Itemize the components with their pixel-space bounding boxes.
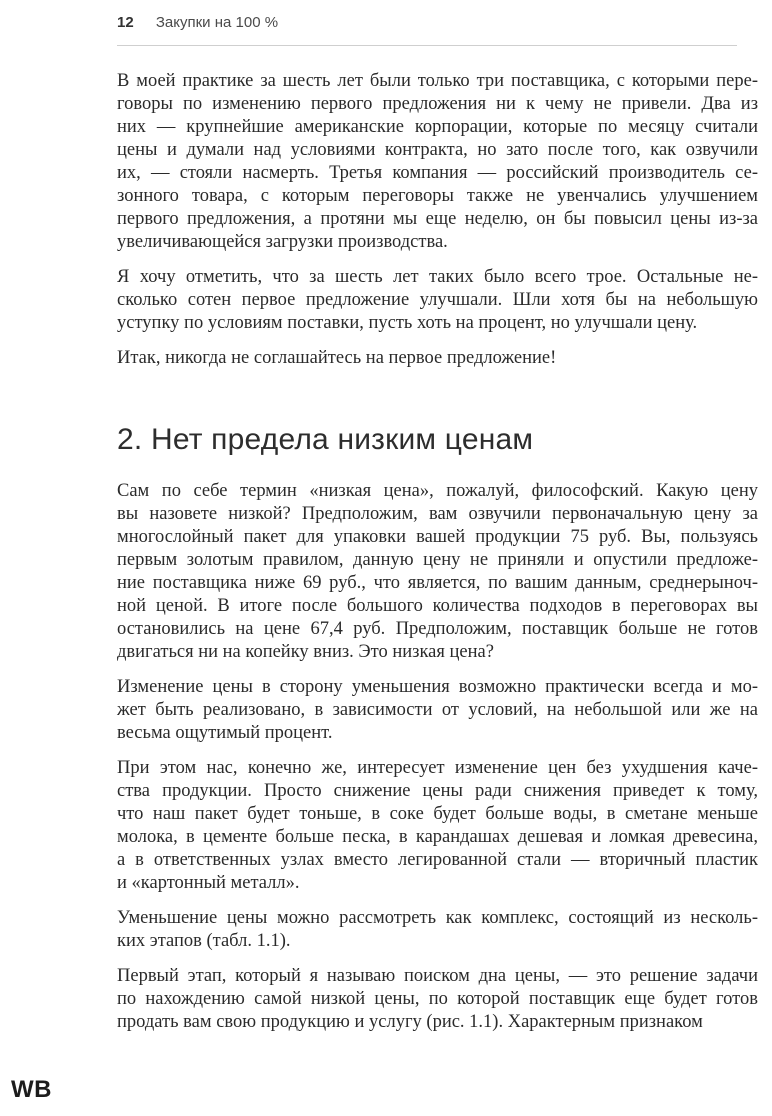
paragraph: [117, 480, 758, 664]
text-line: Сам по себе термин «низкая цена», пожалуй, философский. Какую цену: [117, 481, 758, 501]
page-top-edge: [0, 0, 772, 6]
paragraph: [117, 965, 758, 1034]
text-line: продать вам свою продукцию и услугу (рис. 1.1). Характерным признаком: [117, 1012, 703, 1032]
paragraphs-after-section: [117, 480, 758, 1034]
text-line: многослойный пакет для упаковки вашей продукции 75 руб. Вы, пользуясь: [117, 527, 758, 547]
running-title: Закупки на 100 %: [155, 14, 279, 31]
paragraph: [117, 266, 758, 335]
text-line: первым золотым правилом, данную цену не приняли и опустили предложе-: [117, 550, 758, 570]
running-header: [117, 14, 278, 31]
text-line: молока, в цементе больше песка, в карандашах дешевая и ломкая древесина,: [117, 827, 758, 847]
text-line: зонного товара, с которым переговоры также не увенчались улучшением: [117, 186, 758, 206]
text-line: что наш пакет будет тоньше, в соке будет больше воды, в сметане меньше: [117, 804, 758, 824]
paragraph: [117, 907, 758, 953]
text-line: и «картонный металл».: [117, 873, 300, 893]
page-body: [117, 70, 758, 1046]
text-line: ной ценой. В итоге после большого количества подходов в переговорах вы: [117, 596, 758, 616]
text-line: цены и думали над условиями контракта, но зато после того, как озвучили: [117, 140, 758, 160]
text-line: первого предложения, а протяни мы еще неделю, он бы повысил цены из-за: [117, 209, 758, 229]
text-line: весьма ощутимый процент.: [117, 723, 333, 743]
text-line: увеличивающейся загрузки производства.: [117, 232, 448, 252]
text-line: остановились на цене 67,4 руб. Предположим, поставщик больше не готов: [117, 619, 758, 639]
text-line: по нахождению самой низкой цены, по которой поставщик еще будет готов: [117, 989, 758, 1009]
text-line: жет быть реализовано, в зависимости от условий, на небольшой или же на: [117, 700, 758, 720]
paragraph: [117, 676, 758, 745]
header-divider: [117, 45, 737, 46]
text-line: ства продукции. Просто снижение цены ради снижения приведет к тому,: [117, 781, 758, 801]
text-line: двигаться ни на копейку вниз. Это низкая цена?: [117, 642, 494, 662]
text-line: Я хочу отметить, что за шесть лет таких было всего трое. Остальные не-: [117, 267, 758, 287]
paragraph: [117, 347, 758, 370]
watermark-logo: WB: [11, 1076, 52, 1103]
text-line: их, — стояли насмерть. Третья компания — российский производитель се-: [117, 163, 758, 183]
text-line: а в ответственных узлах вместо легированной стали — вторичный пластик: [117, 850, 758, 870]
paragraph: [117, 70, 758, 254]
text-line: В моей практике за шесть лет были только три поставщика, с которыми пере-: [117, 71, 758, 91]
text-line: Итак, никогда не соглашайтесь на первое предложение!: [117, 348, 557, 368]
text-line: ких этапов (табл. 1.1).: [117, 931, 291, 951]
text-line: ние поставщика ниже 69 руб., что является, по вашим данным, среднерыноч-: [117, 573, 758, 593]
text-line: Уменьшение цены можно рассмотреть как комплекс, состоящий из несколь-: [117, 908, 758, 928]
text-line: вы назовете низкой? Предположим, вам озвучили первоначальную цену за: [117, 504, 758, 524]
paragraph: [117, 757, 758, 895]
text-line: говоры по изменению первого предложения ни к чему не привели. Два из: [117, 94, 758, 114]
page-number: 12: [117, 14, 134, 31]
text-line: Первый этап, который я называю поиском дна цены, — это решение задачи: [117, 966, 758, 986]
paragraphs-before-section: [117, 70, 758, 370]
section-heading: 2. Нет предела низким ценам: [117, 423, 534, 456]
text-line: При этом нас, конечно же, интересует изменение цен без ухудшения каче-: [117, 758, 758, 778]
text-line: уступку по условиям поставки, пусть хоть на процент, но улучшали цену.: [117, 313, 698, 333]
text-line: сколько сотен первое предложение улучшали. Шли хотя бы на небольшую: [117, 290, 758, 310]
text-line: Изменение цены в сторону уменьшения возможно практически всегда и мо-: [117, 677, 758, 697]
text-line: них — крупнейшие американские корпорации, которые по месяцу считали: [117, 117, 758, 137]
